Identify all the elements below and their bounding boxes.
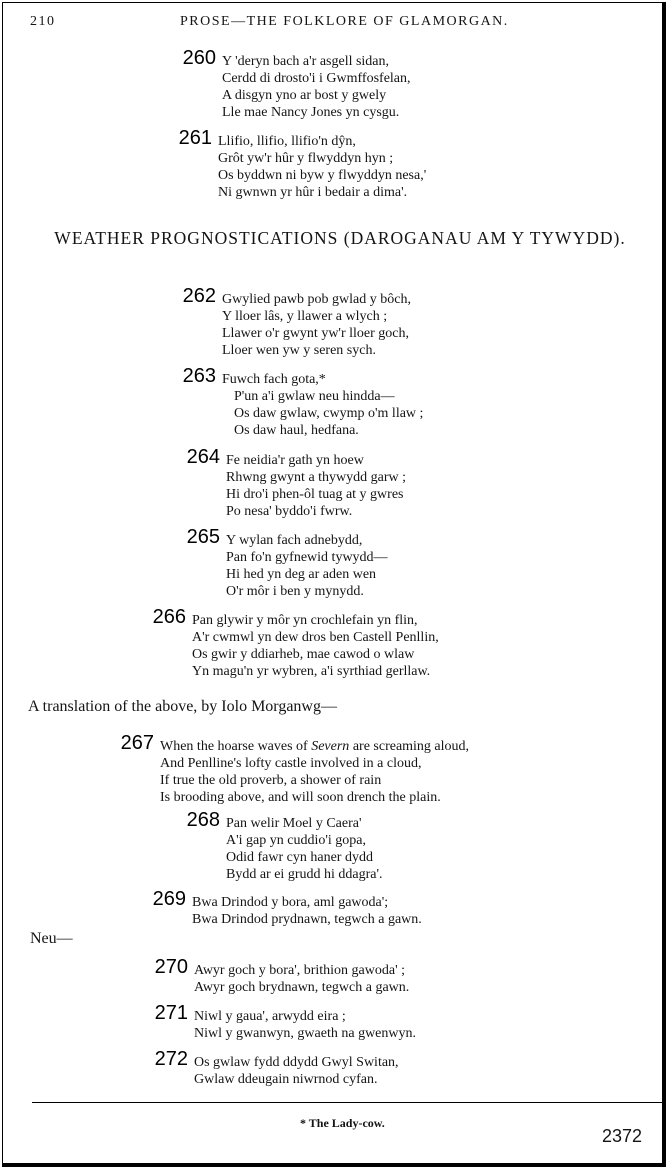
verse-entry-260 — [182, 47, 411, 121]
river-name: Severn — [311, 739, 350, 754]
verse-line: Bwa Drindod y bora, aml gawoda'; — [192, 895, 389, 910]
entry-number: 265 — [186, 526, 220, 548]
verse-entry-271 — [154, 1002, 417, 1042]
entry-number: 270 — [154, 956, 188, 978]
entry-number: 269 — [152, 888, 186, 910]
verse-line: Pan welir Moel y Caera' — [226, 816, 362, 831]
verse-line: Ni gwnwn yr hûr i bedair a dima'. — [218, 185, 408, 200]
verse-line: Y wylan fach adnebydd, — [226, 533, 363, 548]
verse-line: Bydd ar ei grudd hi ddagra'. — [226, 867, 383, 882]
verse-line: Lle mae Nancy Jones yn cysgu. — [222, 105, 400, 120]
verse-line: Rhwng gwynt a thywydd garw ; — [226, 470, 407, 485]
verse-line: Os gwir y ddiarheb, mae cawod o wlaw — [192, 647, 415, 662]
verse-line: Po nesa' byddo'i fwrw. — [226, 504, 353, 519]
entry-number: 267 — [120, 732, 154, 754]
page-number: 210 — [30, 14, 56, 29]
verse-line: Awyr goch y bora', brithion gawoda' ; — [194, 963, 405, 978]
verse-line — [160, 738, 469, 755]
verse-line: Os daw haul, hedfana. — [234, 423, 359, 438]
verse-entry-268 — [186, 809, 383, 883]
verse-text: When the hoarse waves of — [160, 739, 312, 754]
running-head: PROSE—THE FOLKLORE OF GLAMORGAN. — [180, 14, 509, 29]
verse-entry-265 — [186, 526, 388, 600]
verse-line: Fe neidia'r gath yn hoew — [226, 453, 364, 468]
verse-line: Hi hed yn deg ar aden wen — [226, 567, 377, 582]
verse-line: Pan fo'n gyfnewid tywydd— — [226, 550, 388, 565]
verse-line: Cerdd di drosto'i i Gwmffosfelan, — [222, 71, 411, 86]
verse-line: Is brooding above, and will soon drench the plain. — [160, 790, 441, 805]
verse-entry-266 — [152, 606, 439, 680]
verse-line: Lloer wen yw y seren sych. — [222, 343, 376, 358]
entry-number: 266 — [152, 606, 186, 628]
verse-line: Yn magu'n yr wybren, a'i syrthiad gerllaw. — [192, 664, 431, 679]
verse-line: A'i gap yn cuddio'i gopa, — [226, 833, 366, 848]
entry-number: 272 — [154, 1048, 188, 1070]
verse-line: Gwylied pawb pob gwlad y bôch, — [222, 292, 411, 307]
verse-line: Niwl y gaua', arwydd eira ; — [194, 1009, 346, 1024]
verse-line: Awyr goch brydnawn, tegwch a gawn. — [194, 980, 410, 995]
verse-line: Bwa Drindod prydnawn, tegwch a gawn. — [192, 912, 422, 927]
verse-line: If true the old proverb, a shower of rain — [160, 773, 382, 788]
verse-line: A disgyn yno ar bost y gwely — [222, 88, 387, 103]
neu-label: Neu— — [30, 930, 73, 947]
stamp-number: 2372 — [602, 1126, 643, 1146]
entry-number: 262 — [182, 285, 216, 307]
verse-line: P'un a'i gwlaw neu hindda— — [234, 389, 395, 404]
verse-line: Hi dro'i phen-ôl tuag at y gwres — [226, 487, 404, 502]
verse-entry-269 — [152, 888, 422, 928]
verse-line: Os gwlaw fydd ddydd Gwyl Switan, — [194, 1055, 399, 1070]
entry-number: 260 — [182, 47, 216, 69]
verse-line: Grôt yw'r hûr y flwyddyn hyn ; — [218, 151, 394, 166]
verse-entry-261 — [178, 127, 427, 201]
verse-line: Fuwch fach gota,* — [222, 372, 326, 387]
entry-number: 271 — [154, 1002, 188, 1024]
verse-line: Pan glywir y môr yn crochlefain yn flin, — [192, 613, 418, 628]
verse-entry-264 — [186, 446, 407, 520]
entry-number: 268 — [186, 809, 220, 831]
verse-line: Os byddwn ni byw y flwyddyn nesa,' — [218, 168, 427, 183]
verse-line: Y 'deryn bach a'r asgell sidan, — [222, 54, 390, 69]
verse-line: Llifio, llifio, llifio'n dŷn, — [218, 134, 356, 149]
section-heading: WEATHER PROGNOSTICATIONS (DAROGANAU AM Y TYWYDD). — [54, 228, 626, 248]
verse-entry-262 — [182, 285, 411, 359]
verse-line: Os daw gwlaw, cwymp o'm llaw ; — [234, 406, 424, 421]
translation-intro: A translation of the above, by Iolo Morganwg— — [28, 698, 337, 715]
entry-number: 264 — [186, 446, 220, 468]
verse-line: O'r môr i ben y mynydd. — [226, 584, 364, 599]
verse-entry-272 — [154, 1048, 399, 1088]
footnote-rule — [32, 1102, 662, 1103]
verse-text: are screaming aloud, — [349, 739, 470, 754]
footnote: * The Lady-cow. — [300, 1116, 385, 1130]
verse-entry-270 — [154, 956, 410, 996]
verse-line: And Penlline's lofty castle involved in a cloud, — [160, 756, 422, 771]
verse-line: A'r cwmwl yn dew dros ben Castell Penllin, — [192, 630, 439, 645]
verse-line: Odid fawr cyn haner dydd — [226, 850, 373, 865]
verse-line: Y lloer lâs, y llawer a wlych ; — [222, 309, 388, 324]
verse-entry-263 — [182, 365, 424, 439]
verse-line: Llawer o'r gwynt yw'r lloer goch, — [222, 326, 409, 341]
verse-entry-267 — [120, 732, 470, 806]
page-header — [30, 14, 630, 34]
entry-number: 263 — [182, 365, 216, 387]
verse-line: Niwl y gwanwyn, gwaeth na gwenwyn. — [194, 1026, 417, 1041]
entry-number: 261 — [178, 127, 212, 149]
verse-line: Gwlaw ddeugain niwrnod cyfan. — [194, 1072, 378, 1087]
